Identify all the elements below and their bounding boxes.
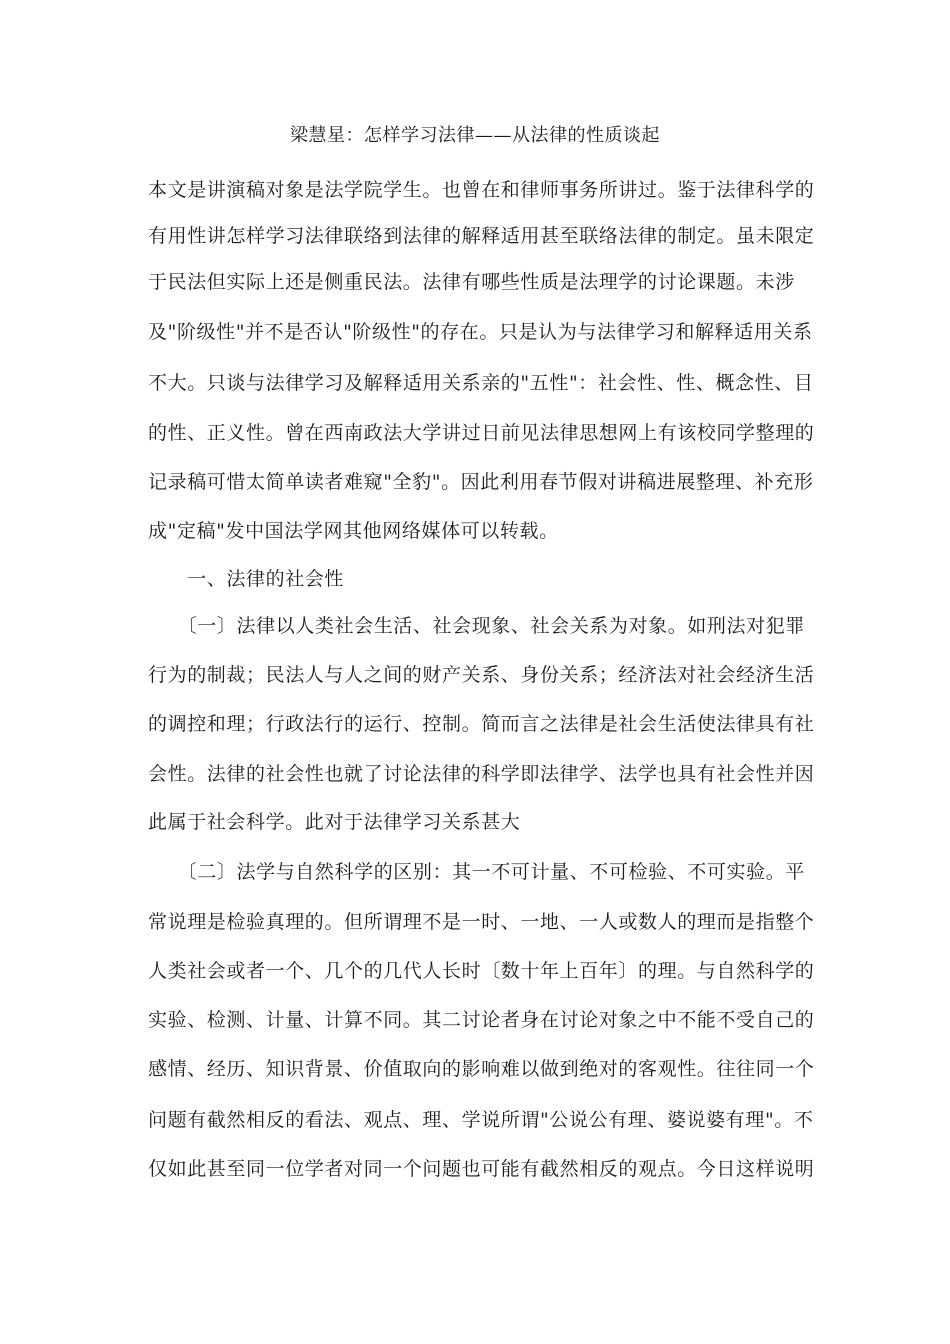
text-line: 不大。只谈与法律学习及解释适用关系亲的"五性"：社会性、性、概念性、目 bbox=[148, 372, 814, 394]
page-title: 梁慧星：怎样学习法律——从法律的性质谈起 bbox=[290, 125, 660, 146]
text-line: 的调控和理；行政法行的运行、控制。简而言之法律是社会生活使法律具有社 bbox=[148, 713, 815, 735]
text-line: 此属于社会科学。此对于法律学习关系甚大 bbox=[148, 811, 521, 833]
text-line: 及"阶级性"并不是否认"阶级性"的存在。只是认为与法律学习和解释适用关系 bbox=[148, 321, 813, 343]
text-line: 行为的制裁；民法人与人之间的财产关系、身份关系；经济法对社会经济生活 bbox=[148, 664, 815, 686]
text-line: 〔二〕法学与自然科学的区别：其一不可计量、不可检验、不可实验。平 bbox=[148, 861, 805, 883]
text-line: 有用性讲怎样学习法律联络到法律的解释适用甚至联络法律的制定。虽未限定 bbox=[148, 225, 815, 247]
text-line: 仅如此甚至同一位学者对同一个问题也可能有截然相反的观点。今日这样说明 bbox=[148, 1158, 815, 1180]
text-line: 会性。法律的社会性也就了讨论法律的科学即法律学、法学也具有社会性并因 bbox=[148, 763, 815, 785]
text-line: 实验、检测、计量、计算不同。其二讨论者身在讨论对象之中不能不受自己的 bbox=[148, 1009, 815, 1031]
text-line: 常说理是检验真理的。但所谓理不是一时、一地、一人或数人的理而是指整个 bbox=[148, 911, 815, 933]
text-line: 人类社会或者一个、几个的几代人长时〔数十年上百年〕的理。与自然科学的 bbox=[148, 960, 815, 982]
text-line: 记录稿可惜太简单读者难窥"全豹"。因此利用春节假对讲稿进展整理、补充形 bbox=[148, 471, 814, 493]
text-line: 感情、经历、知识背景、价值取向的影响难以做到绝对的客观性。往往同一个 bbox=[148, 1058, 815, 1080]
text-line: 的性、正义性。曾在西南政法大学讲过日前见法律思想网上有该校同学整理的 bbox=[148, 422, 815, 444]
text-line: 成"定稿"发中国法学网其他网络媒体可以转载。 bbox=[148, 520, 559, 542]
section-heading: 一、法律的社会性 bbox=[148, 568, 345, 590]
text-line: 于民法但实际上还是侧重民法。法律有哪些性质是法理学的讨论课题。未涉 bbox=[148, 271, 795, 293]
text-line: 本文是讲演稿对象是法学院学生。也曾在和律师事务所讲过。鉴于法律科学的 bbox=[148, 179, 815, 201]
text-line: 问题有截然相反的看法、观点、理、学说所谓"公说公有理、婆说婆有理"。不 bbox=[148, 1109, 814, 1131]
text-line: 〔一〕法律以人类社会生活、社会现象、社会关系为对象。如刑法对犯罪 bbox=[148, 615, 805, 637]
